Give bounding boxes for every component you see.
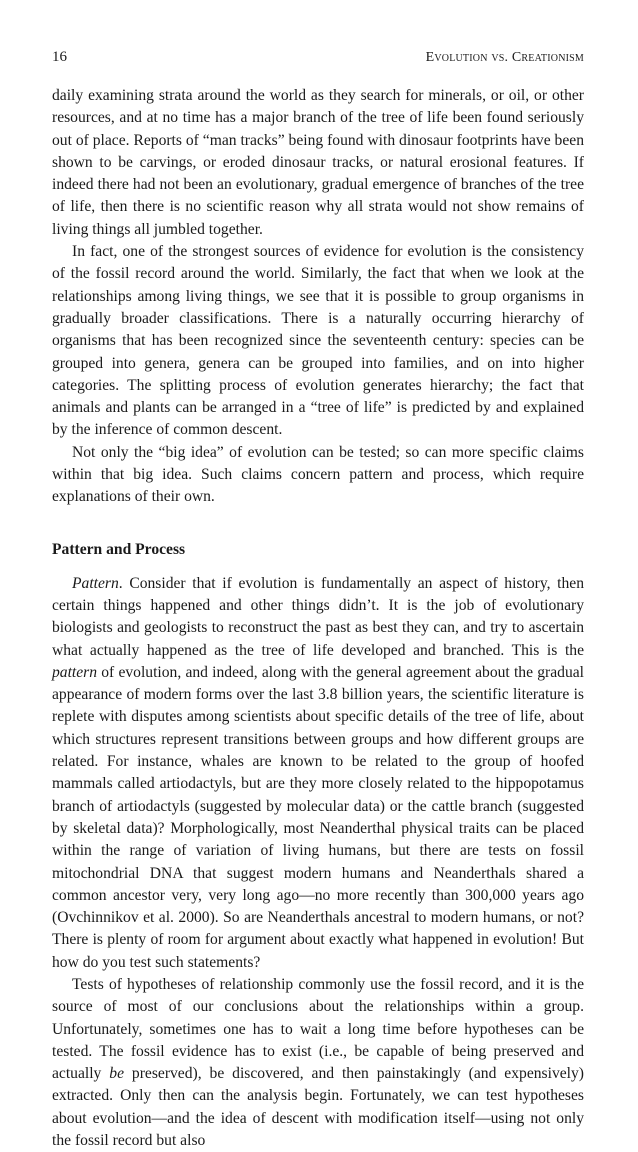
final-emphasis: be — [109, 1065, 124, 1083]
final-paragraph — [52, 974, 584, 1152]
running-header — [52, 48, 584, 67]
pattern-text-part1: . Consider that if evolution is fundamentally an aspect of history, then certain things happened and other things didn’t. It is the job of evolutionary biologists and geologists to reconstruct the past as best they can, and try to ascertain what actually happened as the tree of life developed and branched. This is the — [52, 574, 584, 659]
body-paragraph-3: Not only the “big idea” of evolution can be tested; so can more specific claims within that big idea. Such claims concern pattern and process, which require explanations of their own. — [52, 443, 584, 506]
body-paragraph-2: In fact, one of the strongest sources of evidence for evolution is the consistency of the fossil record around the world. Similarly, the fact that when we look at the relationships among living things, we see that it is possible to group organisms in gradually broader classifications. There is a naturally occurring hierarchy of organisms that has been recognized since the seventeenth century: species can be grouped into genera, genera can be grouped into families, and on into higher categories. The splitting process of evolution generates hierarchy; the fact that animals and plants can be arranged in a “tree of life” is predicted by and explained by the inference of common descent. — [52, 243, 584, 439]
running-title: Evolution vs. Creationism — [425, 50, 584, 65]
pattern-paragraph — [52, 573, 584, 974]
run-in-term: Pattern — [72, 574, 119, 592]
final-text-part2: preserved), be discovered, and then painstakingly (and expensively) extracted. Only then can the analysis begin. Fortunately, we can test hypotheses about evolution—and the idea of descent with modification itself—using not only the fossil record but also — [52, 1065, 584, 1150]
pattern-emphasis: pattern — [52, 663, 98, 681]
pattern-text-part2: of evolution, and indeed, along with the general agreement about the gradual appearance of modern forms over the last 3.8 billion years, the scientific literature is replete with disputes among scientists about specific details of the tree of life, about which structures represent transitions between groups and how different groups are related. For instance, whales are known to be related to the group of hoofed mammals called artiodactyls, but are they more closely related to the hippopotamus branch of artiodactyls (suggested by molecular data) or the cattle branch (suggested by skeletal data)? Morphologically, most Neanderthal physical traits can be placed within the range of variation of living humans, but there are tests on fossil mitochondrial DNA that suggest modern humans and Neanderthals shared a common ancestor very, very long ago—no more recently than 300,000 years ago (Ovchinnikov et al. 2000). So are Neanderthals ancestral to modern humans, or not? There is plenty of room for argument about exactly what happened in evolution! But how do you test such statements? — [52, 663, 584, 971]
body-paragraph-1: daily examining strata around the world as they search for minerals, or oil, or other resources, and at no time has a major branch of the tree of life been found seriously out of place. Reports of “man tracks” being found with dinosaur footprints have been shown to be carvings, or eroded dinosaur tracks, or natural erosional features. If indeed there had not been an evolutionary, gradual emergence of branches of the tree of life, then there is no scientific reason why all strata would not show remains of living things all jumbled together. — [52, 87, 584, 238]
final-text-part1: Tests of hypotheses of relationship commonly use the fossil record, and it is the source of most of our conclusions about the relationships within a group. Unfortunately, sometimes one has to wait a long time before hypotheses can be tested. The fossil evidence has to exist (i.e., be capable of being preserved and actually — [52, 975, 584, 1083]
page-number: 16 — [52, 49, 67, 65]
book-page — [52, 48, 584, 1152]
section-heading: Pattern and Process — [52, 540, 186, 558]
